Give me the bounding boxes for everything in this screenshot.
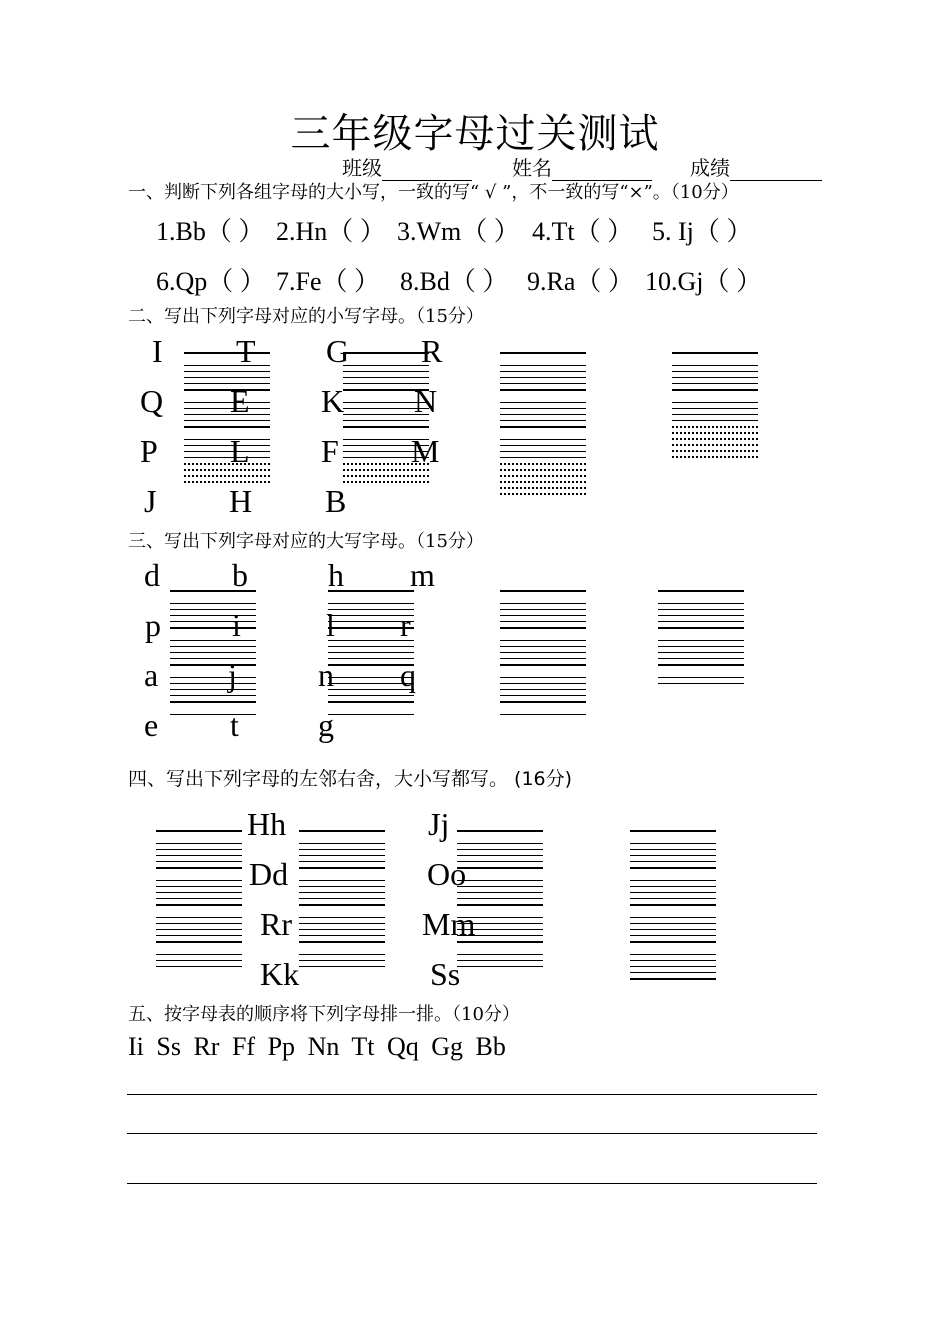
name-label: 姓名 bbox=[512, 156, 552, 180]
letter-item: Bb bbox=[475, 1032, 506, 1061]
q4-letter-pair: Hh bbox=[247, 806, 287, 842]
q3-letter: i bbox=[232, 607, 241, 643]
section-2-heading: 二、写出下列字母对应的小写字母。（15分） bbox=[128, 306, 484, 327]
class-field bbox=[342, 152, 472, 181]
writing-lines[interactable] bbox=[500, 352, 586, 499]
score-blank[interactable] bbox=[730, 158, 822, 181]
section-1-heading: 一、判断下列各组字母的大小写，一致的写“ √ ”，不一致的写“×”。（10分） bbox=[128, 182, 739, 203]
writing-lines[interactable] bbox=[658, 590, 744, 689]
q1-item: 1.Bb（ ） bbox=[156, 217, 265, 246]
q2-letter: M bbox=[411, 433, 440, 469]
q4-letter-pair: Ss bbox=[430, 956, 461, 992]
q4-letter-pair: Rr bbox=[260, 906, 292, 942]
q2-letter: T bbox=[236, 333, 256, 369]
letter-item: Nn bbox=[307, 1032, 340, 1061]
q2-letter: I bbox=[152, 333, 163, 369]
q3-letter: n bbox=[318, 657, 334, 693]
q1-item: 10.Gj（ ） bbox=[645, 267, 763, 296]
q2-letter: L bbox=[230, 433, 250, 469]
q1-item: 6.Qp（ ） bbox=[156, 267, 266, 296]
writing-lines[interactable] bbox=[156, 830, 242, 972]
q3-letter: r bbox=[400, 607, 411, 643]
class-label: 班级 bbox=[342, 156, 382, 180]
q2-letter: R bbox=[421, 333, 443, 369]
q1-item: 5. Ij（ ） bbox=[652, 217, 753, 246]
writing-lines[interactable] bbox=[184, 352, 270, 487]
q3-letter: h bbox=[328, 557, 344, 593]
q3-letter: q bbox=[400, 657, 416, 693]
q2-letter: B bbox=[325, 483, 347, 519]
q4-letter-pair: Jj bbox=[428, 806, 450, 842]
q2-letter: P bbox=[140, 433, 158, 469]
q4-letter-pair: Oo bbox=[427, 856, 467, 892]
score-field bbox=[690, 152, 822, 181]
q2-letter: H bbox=[229, 483, 253, 519]
writing-lines[interactable] bbox=[500, 590, 586, 720]
q4-letter-pair: Mm bbox=[422, 906, 476, 942]
letter-list bbox=[128, 1032, 506, 1062]
section-3-heading: 三、写出下列字母对应的大写字母。（15分） bbox=[128, 531, 484, 552]
q1-item: 9.Ra（ ） bbox=[527, 267, 634, 296]
q1-item: 4.Tt（ ） bbox=[532, 217, 634, 246]
writing-lines[interactable] bbox=[457, 830, 543, 972]
q3-letter: e bbox=[144, 707, 159, 743]
writing-lines[interactable] bbox=[170, 590, 256, 720]
q3-letter: a bbox=[144, 657, 159, 693]
name-field bbox=[512, 152, 652, 181]
q2-letter: K bbox=[321, 383, 345, 419]
writing-lines[interactable] bbox=[630, 830, 716, 991]
q3-letter: g bbox=[318, 707, 334, 743]
q2-letter: Q bbox=[140, 383, 164, 419]
q3-letter: t bbox=[230, 707, 239, 743]
q4-letter-pair: Kk bbox=[260, 956, 300, 992]
page-title: 三年级字母过关测试 bbox=[290, 111, 660, 157]
q2-letter: N bbox=[414, 383, 438, 419]
answer-line[interactable] bbox=[127, 1133, 817, 1134]
score-label: 成绩 bbox=[690, 156, 730, 180]
q3-letter: p bbox=[145, 607, 161, 643]
q2-letter: E bbox=[230, 383, 250, 419]
letter-item: Ss bbox=[156, 1032, 181, 1061]
q1-item: 2.Hn（ ） bbox=[276, 217, 386, 246]
q2-letter: G bbox=[326, 333, 350, 369]
q2-letter: J bbox=[144, 483, 157, 519]
writing-lines[interactable] bbox=[672, 352, 758, 462]
letter-item: Pp bbox=[267, 1032, 296, 1061]
q3-letter: b bbox=[232, 557, 248, 593]
q3-letter: j bbox=[228, 657, 237, 693]
letter-item: Ii bbox=[128, 1032, 144, 1061]
letter-item: Gg bbox=[431, 1032, 464, 1061]
q1-item: 3.Wm（ ） bbox=[397, 217, 520, 246]
q2-letter: F bbox=[321, 433, 339, 469]
section-4-heading: 四、写出下列字母的左邻右舍，大小写都写。 (16分) bbox=[128, 768, 573, 790]
q1-item: 7.Fe（ ） bbox=[276, 267, 381, 296]
q3-letter: l bbox=[326, 607, 335, 643]
q4-letter-pair: Dd bbox=[249, 856, 289, 892]
q1-item: 8.Bd（ ） bbox=[400, 267, 509, 296]
letter-item: Tt bbox=[351, 1032, 375, 1061]
q3-letter: m bbox=[410, 557, 435, 593]
letter-item: Rr bbox=[193, 1032, 220, 1061]
writing-lines[interactable] bbox=[299, 830, 385, 972]
letter-item: Ff bbox=[231, 1032, 256, 1061]
answer-line[interactable] bbox=[127, 1183, 817, 1184]
letter-item: Qq bbox=[386, 1032, 419, 1061]
answer-line[interactable] bbox=[127, 1094, 817, 1095]
q3-letter: d bbox=[144, 557, 160, 593]
section-5-heading: 五、按字母表的顺序将下列字母排一排。（10分） bbox=[128, 1004, 520, 1025]
